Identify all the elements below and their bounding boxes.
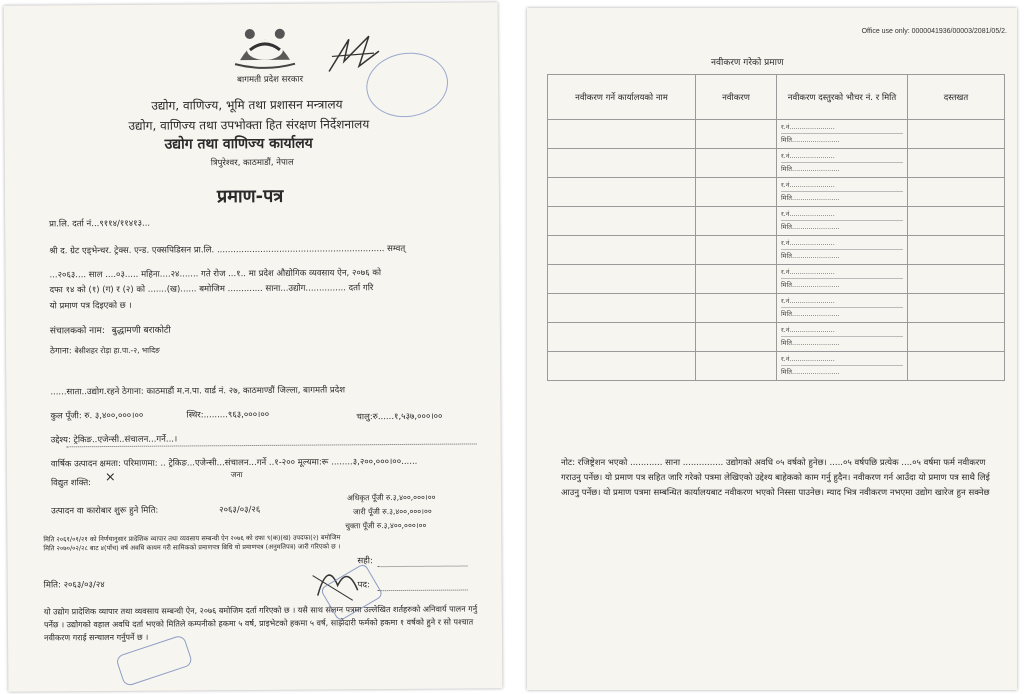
capital-working: चालु:रु......१,५३७,०००।००: [356, 411, 443, 423]
director-name: बुद्धामणी बराकोटी: [111, 325, 171, 336]
certificate-given-line: यो प्रमाण पत्र दिइएको छ ।: [49, 300, 132, 312]
government-emblem: [230, 20, 300, 72]
director-label: संचालकको नाम:: [49, 326, 105, 337]
table-row: र.नं...................... मिति.......................: [548, 352, 1005, 381]
renewal-table-header: [548, 75, 1005, 120]
gov-name: बागमती प्रदेश सरकार: [237, 74, 304, 86]
decision-note: मिति २०६१/०१/२१ को निर्णयानुसार प्रादेशिक व्यापार तथा व्यवसाय सम्बन्धी ऐन २०७६ को दफा ९(क)(ख) उपदफा(२) बमोजिम मिति २०७०/०२/२८ बाट ४(पाँच) वर्ष अवधि कायम गरी सामिकको प्रमाणपत्र बिधि यो प्रमाणपत्र (अनुमतिपत्र) जारी गरिएको छ ।: [43, 533, 341, 553]
act-section-line: दफा १४ को (१) (ग) र (२) को .......(ख)...... बमोजिम ............. साना...उद्योग............... दर्ता गरि: [49, 283, 374, 296]
start-date: २०६३/०३/२६: [219, 504, 261, 516]
registration-number: प्रा.लि. दर्ता नं...९११४/११४१३...: [49, 218, 151, 230]
post-label: पद:: [357, 580, 370, 591]
signature-label: सही:: [357, 556, 373, 567]
header-office: नवीकरण गर्ने कार्यालयको नाम: [548, 75, 696, 120]
power-label: विद्युत शक्ति:: [50, 478, 92, 489]
authorized-capital: अधिकृत पूँजी रु.३,४००,०००।००: [347, 492, 436, 503]
table-row: र.नं...................... मिति.......................: [548, 120, 1005, 149]
directorate-name: उद्योग, वाणिज्य तथा उपभोक्ता हित संरक्षण निर्देशनालय: [128, 117, 370, 133]
header-voucher: नवीकरण दस्तुरको भौचर नं. र मिति: [777, 75, 908, 120]
office-address: त्रिपुरेश्वर, काठमाडौं, नेपाल: [210, 157, 294, 169]
ministry-name: उद्योग, वाणिज्य, भूमि तथा प्रशासन मन्त्रालय: [151, 97, 343, 113]
issue-date: मिति: २०६३/०३/२४: [43, 580, 105, 591]
office-name: उद्योग तथा वाणिज्य कार्यालय: [164, 135, 313, 153]
director-row: [50, 323, 171, 337]
certificate-title: प्रमाण-पत्र: [216, 185, 284, 208]
director-address-row: [50, 345, 160, 357]
issued-capital: जारी पूँजी रु.३,४००,०००।००: [353, 506, 432, 517]
objective: उद्देश्य: ट्रेकिङ..एजेन्सी..संचालन...गर्ने...।: [50, 434, 178, 446]
table-row: र.नं...................... मिति.......................: [548, 149, 1005, 178]
certificate-page-front: [4, 2, 503, 691]
office-use-number: Office use only: 0000041936/00003/2081/05/2.: [861, 28, 1007, 35]
production-capacity: वार्षिक उत्पादन क्षमता: परिमाणमा: .. ट्रेकिङ...एजेन्सी...संचालन...गर्ने ..१-२०० मूल्यमा:रू ........३,२००,०००।००......: [50, 456, 418, 470]
capital-total: कुल पूँजी: रु. ३,४००,०००।००: [50, 410, 144, 422]
renewal-table: [547, 74, 1005, 381]
capacity-unit: जना: [230, 470, 243, 480]
company-line: श्री द. ग्रेट एड्भेन्चर. ट्रेक्स. एन्ड. एक्सपिडिसन प्रा.लि. .............................................................. सम्वत्: [49, 243, 406, 257]
table-row: र.नं...................... मिति.......................: [548, 265, 1005, 294]
footer-conditions: यो उद्योग प्रादेशिक व्यापार तथा व्यवसाय सम्बन्धी ऐन, २०७६ बमोजिम दर्ता गरिएको छ । यसै साथ संलग्न पत्रमा उल्लेखित शर्तहरुको अनिवार्य पालन गर्नु पर्नेछ । उद्योगको वहाल अवधि दर्ता भएको मितिले कम्पनीको हकमा ५ वर्ष, प्राइभेटको हकमा ५ वर्ष, साझेदारी फर्मको हकमा १ वर्षको हुने र सो पश्चात नवीकरण गराई सन्चालन गर्नुपर्ने छ ।: [43, 604, 478, 643]
capital-fixed: स्थिर:.........९६३,०००।००: [186, 409, 270, 421]
start-date-label: उत्पादन वा कारोबार शुरू हुने मिति:: [51, 505, 159, 517]
director-address-value: बेसीशहर रोड़ा हा.पा.-२, भादिङ: [74, 345, 160, 356]
table-row: र.नं...................... मिति.......................: [548, 323, 1005, 352]
table-row: र.नं...................... मिति.......................: [548, 294, 1005, 323]
table-row: र.नं...................... मिति.......................: [548, 178, 1005, 207]
registration-date-line: ...२०६३.... साल ....०३..... महिना....२४....... गते रोज ...१.. मा प्रदेश औद्योगिक व्यवसाय ऐन, २०७६ को: [49, 268, 382, 281]
director-address-label: ठेगाना:: [49, 346, 72, 357]
table-row: र.नं...................... मिति.......................: [548, 236, 1005, 265]
header-signature: दस्तखत: [908, 75, 1005, 120]
header-renewal: नवीकरण: [696, 75, 777, 120]
signature-top: [324, 31, 384, 85]
paid-capital: चुक्ता पूँजी रु.३,४००,०००।००: [345, 520, 427, 531]
industry-address: ......साता..उद्योग.रहने ठेगाना: काठमाडौं म.न.पा. वार्ड नं. २७, काठमाण्डौं जिल्ला, बागमती प्रदेश: [50, 385, 346, 398]
power-value: ×: [104, 469, 116, 486]
renewal-table-title: नवीकरण गरेको प्रमाण: [711, 58, 784, 68]
certificate-page-back: [527, 8, 1017, 690]
table-row: र.नं...................... मिति.......................: [548, 207, 1005, 236]
renewal-note: नोट: रजिष्ट्रेशन भएको ............ साना ............... उद्योगको अवधि ०५ वर्षको हुनेछ। .....०५ वर्षपछि प्रत्येक ....०५ वर्षमा फर्म नवीकरण गराउनु पर्नेछ। यो प्रमाण पत्र सहित जारि गरेको पत्रमा लेखिएको उद्देश्य बाहेकको काम गर्नु हुदैन। नवीकरण गर्न आउँदा यो प्रमाण पत्र साथै लिई आउनु पर्नेछ। यो प्रमाण पत्रमा सम्बन्धित कार्यालयबाट नवीकरण भएको निस्सा पाउनेछ। म्याद भित्र नवीकरण नभएमा उद्योग खारेज हुन सक्नेछ: [561, 458, 990, 498]
